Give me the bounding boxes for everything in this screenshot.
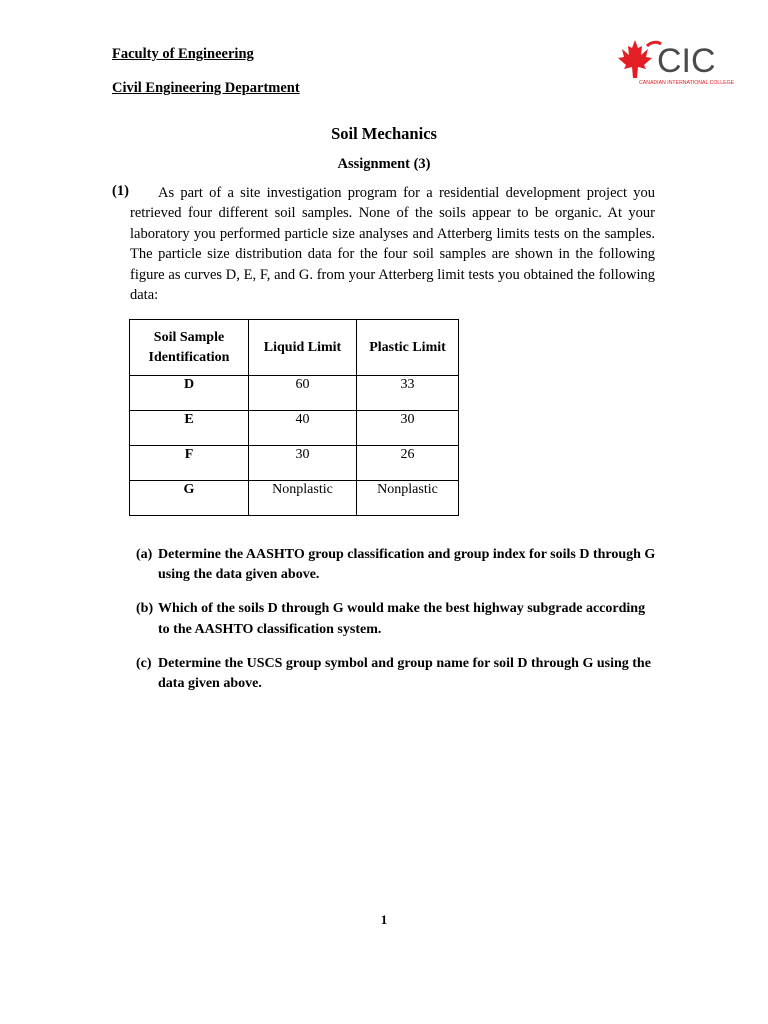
plastic-limit-cell: 33 <box>357 376 459 411</box>
faculty-heading: Faculty of Engineering <box>112 46 254 62</box>
sample-id-cell: F <box>130 446 249 481</box>
liquid-limit-cell: 60 <box>249 376 357 411</box>
question-text: As part of a site investigation program for a residential development project you retrieved four different soil samples. None of the soils appear to be organic. At your laboratory you performed particle size analyses and Atterberg limits tests on the samples. The particle size distribution data for the four soil samples are shown in the following figure as curves D, E, F, and G. from your Atterberg limit tests you obtained the following data: <box>130 185 655 304</box>
part-text: Which of the soils D through G would make the best highway subgrade according to the AASHTO classification system. <box>158 601 646 637</box>
question-part-c <box>136 654 656 695</box>
liquid-limit-cell: 40 <box>249 411 357 446</box>
assignment-subtitle: Assignment (3) <box>337 156 431 172</box>
maple-leaf-icon <box>617 38 747 88</box>
sample-id-cell: D <box>130 376 249 411</box>
logo-tagline: CANADIAN INTERNATIONAL COLLEGE <box>639 80 735 86</box>
table-row <box>130 376 459 411</box>
part-label: (a) <box>136 547 153 562</box>
table-header-row <box>130 320 459 376</box>
liquid-limit-cell: 30 <box>249 446 357 481</box>
table-header-cell: Plastic Limit <box>357 320 459 376</box>
department-heading: Civil Engineering Department <box>112 80 300 96</box>
part-label: (b) <box>136 601 154 617</box>
table-header-cell: Liquid Limit <box>249 320 357 376</box>
table-row <box>130 446 459 481</box>
plastic-limit-cell: 26 <box>357 446 459 481</box>
part-text: Determine the AASHTO group classification and group index for soils D through G using the data given above. <box>158 547 656 583</box>
part-label: (c) <box>136 655 152 671</box>
document-title: Soil Mechanics <box>331 124 437 143</box>
question-part-b <box>136 599 656 640</box>
sample-id-cell: G <box>130 481 249 516</box>
question-number: (1) <box>112 183 129 199</box>
logo-mark: CIC <box>657 42 716 80</box>
sample-id-cell: E <box>130 411 249 446</box>
question-parts <box>136 545 656 708</box>
atterberg-limits-table <box>129 319 459 516</box>
page-number: 1 <box>380 912 388 927</box>
table-header-cell: Soil Sample Identification <box>130 320 249 376</box>
plastic-limit-cell: 30 <box>357 411 459 446</box>
question-part-a <box>136 545 656 586</box>
table-row <box>130 411 459 446</box>
plastic-limit-cell: Nonplastic <box>357 481 459 516</box>
table-row <box>130 481 459 516</box>
liquid-limit-cell: Nonplastic <box>249 481 357 516</box>
cic-logo <box>617 38 747 88</box>
part-text: Determine the USCS group symbol and group name for soil D through G using the data given above. <box>158 655 651 692</box>
